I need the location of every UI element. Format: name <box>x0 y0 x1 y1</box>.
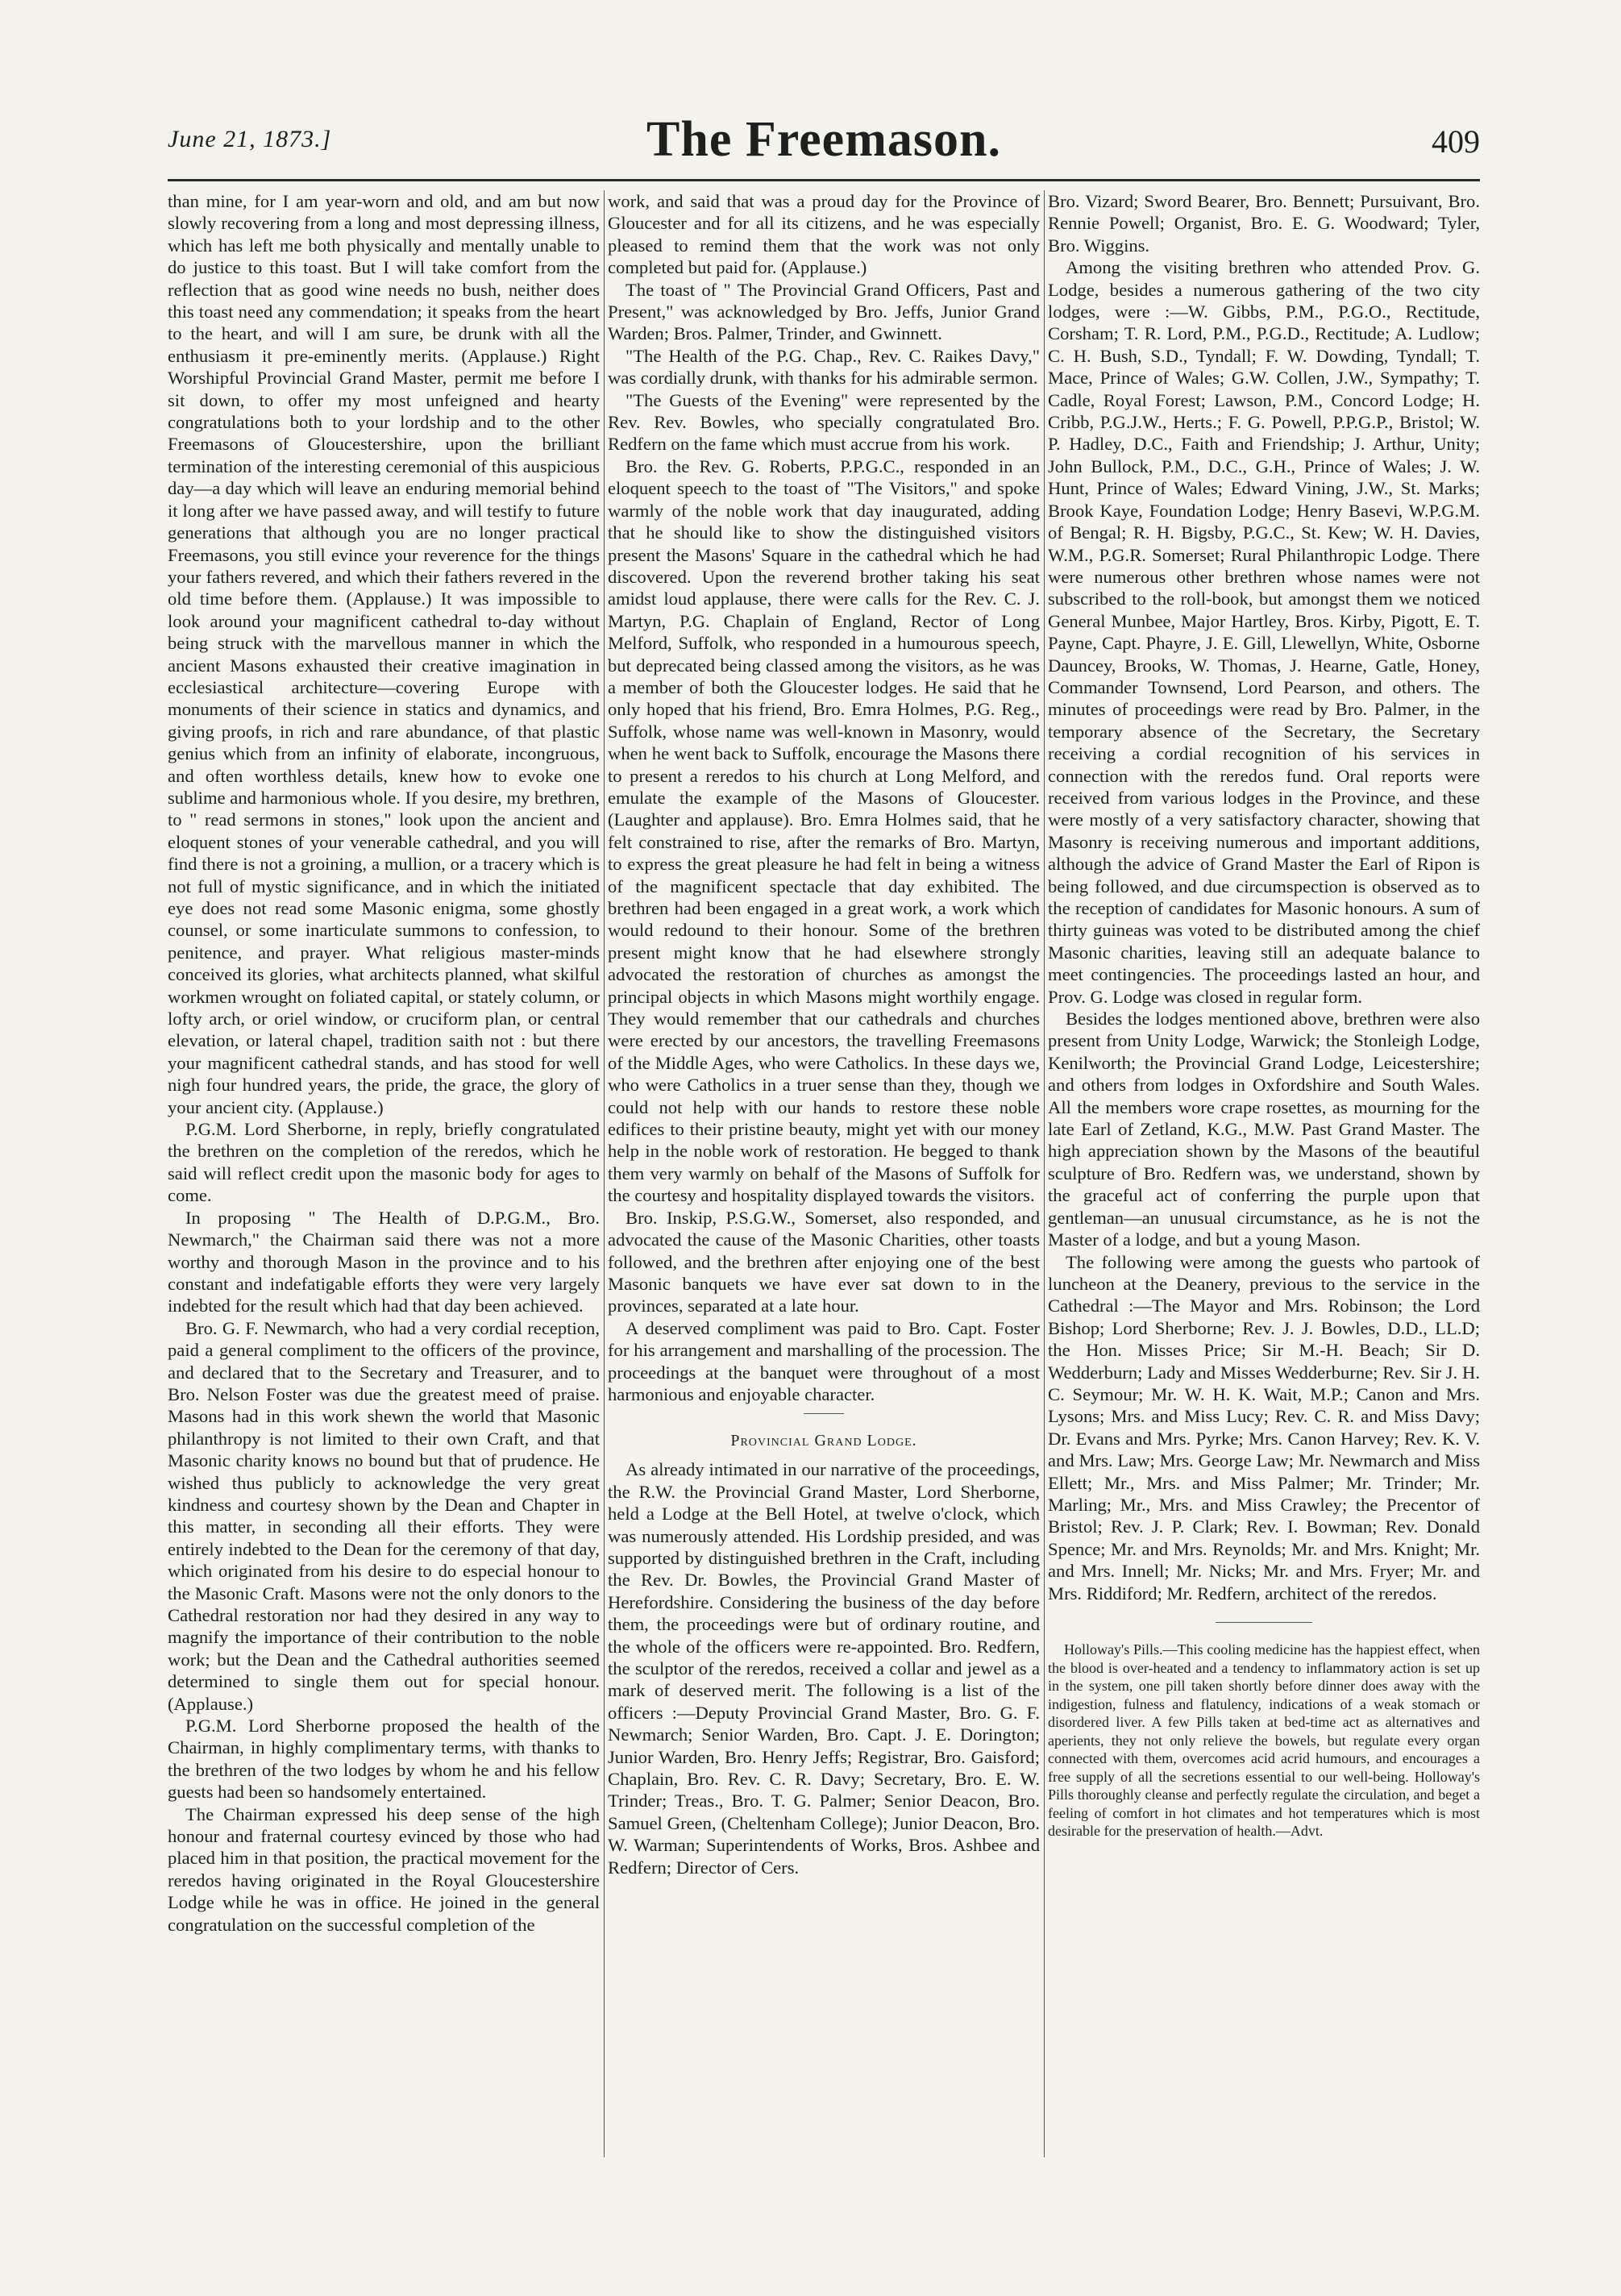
paragraph: The toast of " The Provincial Grand Officers, Past and Present," was acknowledged by Bro. Jeffs, Junior Grand Warden; Bros. Palmer, Trinder, and Gwinnett. <box>608 279 1040 344</box>
header-rule <box>168 179 1480 181</box>
paragraph: "The Health of the P.G. Chap., Rev. C. Raikes Davy," was cordially drunk, with thanks for his admirable sermon. <box>608 345 1040 389</box>
column-3 <box>1048 190 1480 2173</box>
paragraph: In proposing " The Health of D.P.G.M., Bro. Newmarch," the Chairman said there was not a more worthy and thorough Mason in the province and to his constant and indefatigable efforts they were very largely indebted for the result which had that day been achieved. <box>168 1207 600 1316</box>
paragraph: Bro. Vizard; Sword Bearer, Bro. Bennett; Pursuivant, Bro. Rennie Powell; Organist, Bro. E. G. Woodward; Tyler, Bro. Wiggins. <box>1048 191 1480 256</box>
section-heading: Provincial Grand Lodge. <box>730 1432 917 1450</box>
advertisement: Holloway's Pills.—This cooling medicine has the happiest effect, when the blood is over-heated and a tendency to inflammatory action is set up in the system, one pill taken shortly before dinner does away with the indigestion, fulness and flatulency, indications of a weak stomach or disordered liver. A few Pills taken at bed-time act as alternatives and aperients, they not only relieve the bowels, but regulate every organ connected with them, overcomes acid acrid humours, and encourages a free supply of all the secretions essential to our well-being. Holloway's Pills thoroughly cleanse and perfectly regulate the circulation, and beget a feeling of comfort in hot climates and hot temperatures which is most desirable for the preservation of health.—Advt. <box>1048 1641 1480 1839</box>
issue-date: June 21, 1873.] <box>168 126 332 152</box>
column-2 <box>608 190 1040 2173</box>
paragraph: The Chairman expressed his deep sense of the high honour and fraternal courtesy evinced by those who had placed him in that position, the practical movement for the reredos having originated in the Royal Gloucestershire Lodge while he was in office. He joined in the general congratulation on the successful completion of the <box>168 1803 600 1935</box>
paragraph: Bro. G. F. Newmarch, who had a very cordial reception, paid a general compliment to the officers of the province, and declared that to the Secretary and Treasurer, and to Bro. Nelson Foster was due the greatest meed of praise. Masons had in this work shewn the world that Masonic philanthropy is not limited to their own Craft, and that Masonic charity knows no bound but that of prudence. He wished thus publicly to acknowledge the very great kindness and courtesy shown by the Dean and Chapter in this matter, in seconding all their efforts. They were entirely indebted to the Dean for the ceremony of that day, which originated from his desire to do especial honour to the Masonic Craft. Masons were not the only donors to the Cathedral restoration nor had they desired in any way to magnify the importance of their contribution to the noble work; but the Dean and the Cathedral authorities seemed determined to single them out for special honour. (Applause.) <box>168 1317 600 1714</box>
paragraph: Bro. the Rev. G. Roberts, P.P.G.C., responded in an eloquent speech to the toast of "The Visitors," and spoke warmly of the noble work that day inaugurated, adding that he should like to show the distinguished visitors present the Masons' Square in the cathedral which he had discovered. Upon the reverend brother taking his seat amidst loud applause, there were calls for the Rev. C. J. Martyn, P.G. Chaplain of England, Rector of Long Melford, Suffolk, who responded in a humourous speech, but deprecated being classed among the visitors, as he was a member of both the Gloucester lodges. He said that he only hoped that his friend, Bro. Emra Holmes, P.G. Reg., Suffolk, whose name was well-known in Masonry, would when he went back to Suffolk, encourage the Masons there to present a reredos to his church at Long Melford, and emulate the example of the Masons of Gloucester. (Laughter and applause). Bro. Emra Holmes said, that he felt constrained to rise, after the remarks of Bro. Martyn, to express the great pleasure he had felt in being a witness of the magnificent spectacle that day exhibited. The brethren had been engaged in a great work, a work which would redound to their honour. Some of the brethren present might know that he had elsewhere strongly advocated the restoration of churches as amongst the principal objects in which Masons might worthily engage. They would remember that our cathedrals and churches were erected by our ancestors, the travelling Freemasons of the Middle Ages, who were Catholics. In these days we, who were Catholics in a truer sense than they, though we could not help with our hands to restore these noble edifices to their pristine beauty, might yet with our money help in the noble work of restoration. He begged to thank them very warmly on behalf of the Masons of Suffolk for the courtesy and hospitality displayed towards the visitors. <box>608 455 1040 1206</box>
column-divider <box>1044 190 1045 2157</box>
column-1 <box>168 190 600 2173</box>
advert-rule <box>1216 1622 1312 1623</box>
paragraph: Besides the lodges mentioned above, brethren were also present from Unity Lodge, Warwick; the Stonleigh Lodge, Kenilworth; the Provincial Grand Lodge, Leicestershire; and others from lodges in Oxfordshire and South Wales. All the members wore crape rosettes, as mourning for the late Earl of Zetland, K.G., M.W. Past Grand Master. The high appreciation shown by the Masons of the beautiful sculpture of Bro. Redfern was, we understand, shown by the graceful act of conferring the purple upon that gentleman—an unusual circumstance, as he is not the Master of a lodge, and but a young Mason. <box>1048 1009 1480 1250</box>
page-number: 409 <box>1432 123 1480 160</box>
paragraph: work, and said that was a proud day for the Province of Gloucester and for all its citizens, and he was especially pleased to remind them that the work was not only completed but paid for. (Applause.) <box>608 191 1040 278</box>
paragraph: The following were among the guests who partook of luncheon at the Deanery, previous to the service in the Cathedral :—The Mayor and Mrs. Robinson; the Lord Bishop; Lord Sherborne; Rev. J. J. Bowles, D.D., LL.D; the Hon. Misses Price; Sir M.-H. Beach; Sir D. Wedderburn; Lady and Misses Wedderburne; Rev. Sir J. H. C. Seymour; Mr. W. H. K. Wait, M.P.; Canon and Mrs. Lysons; Mrs. and Miss Lucy; Rev. C. R. and Miss Davy; Dr. Evans and Mrs. Pyrke; Mrs. Canon Harvey; Rev. K. V. and Mrs. Law; Mrs. George Law; Mr. Newmarch and Miss Ellett; Mr., Mrs. and Miss Palmer; Mr. Trinder; Mr. Marling; Mr., Mrs. and Miss Crawley; the Precentor of Bristol; Rev. J. P. Clark; Rev. I. Bowman; Rev. Donald Spence; Mr. and Mrs. Reynolds; Mr. and Mrs. Knight; Mr. and Mrs. Innell; Mr. Nicks; Mr. and Mrs. Fryer; Mr. and Mrs. Riddiford; Mr. Redfern, architect of the reredos. <box>1048 1251 1480 1603</box>
masthead-title: The Freemason. <box>646 112 1001 167</box>
paragraph: "The Guests of the Evening" were represented by the Rev. Rev. Bowles, who specially congratulated Bro. Redfern on the fame which must accrue from his work. <box>608 389 1040 455</box>
paragraph: P.G.M. Lord Sherborne proposed the health of the Chairman, in highly complimentary terms, with thanks to the brethren of the two lodges by whom he and his fellow guests had been so handsomely entertained. <box>168 1716 600 1803</box>
paragraph: Bro. Inskip, P.S.G.W., Somerset, also responded, and advocated the cause of the Masonic Charities, other toasts followed, and the brethren after enjoying one of the best Masonic banquets we have ever sat down to in the provinces, separated at a late hour. <box>608 1207 1040 1316</box>
paragraph: A deserved compliment was paid to Bro. Capt. Foster for his arrangement and marshalling of the procession. The proceedings at the banquet were throughout of a most harmonious and enjoyable character. <box>608 1317 1040 1404</box>
section-rule <box>804 1413 844 1414</box>
paragraph: Among the visiting brethren who attended Prov. G. Lodge, besides a numerous gathering of the two city lodges, were :—W. Gibbs, P.M., P.G.O., Rectitude, Corsham; T. R. Lord, P.M., P.G.D., Rectitude; A. Ludlow; C. H. Bush, S.D., Tyndall; F. W. Dowding, Tyndall; T. Mace, Prince of Wales; G.W. Collen, J.W., Sympathy; T. Cadle, Royal Forest; Lawson, P.M., Concord Lodge; H. Cribb, P.G.J.W., Herts.; F. G. Powell, P.P.G.P., Bristol; W. P. Hadley, D.C., Faith and Friendship; J. Arthur, Unity; John Bullock, P.M., D.C., G.H., Prince of Wales; J. W. Hunt, Prince of Wales; Edward Vining, J.W., St. Marks; Brook Kaye, Foundation Lodge; Henry Basevi, W.P.G.M. of Bengal; R. H. Bigsby, P.G.C., St. Kew; W. H. Davies, W.M., P.G.R. Somerset; Rural Philanthropic Lodge. There were numerous other brethren whose names were not subscribed to the roll-book, but amongst them we noticed General Munbee, Major Hartley, Bros. Kirby, Pigott, E. T. Payne, Capt. Phayre, J. E. Gill, Llewellyn, White, Osborne Dauncey, Brooks, W. Thomas, J. Hearne, Gatle, Honey, Commander Townsend, Lord Pearson, and others. The minutes of proceedings were read by Bro. Palmer, in the temporary absence of the Secretary, the Secretary receiving a cordial recognition of his services in connection with the reredos fund. Oral reports were received from various lodges in the Province, and these were mostly of a very satisfactory character, showing that Masonry is receiving numerous and important additions, although the advice of Grand Master the Earl of Ripon is being followed, and due circumspection is observed as to the reception of candidates for Masonic honours. A sum of thirty guineas was voted to be distributed among the chief Masonic charities, leaving still an adequate balance to meet contingencies. The proceedings lasted an hour, and Prov. G. Lodge was closed in regular form. <box>1048 257 1480 1007</box>
paragraph: P.G.M. Lord Sherborne, in reply, briefly congratulated the brethren on the completion of the reredos, which he said will reflect credit upon the masonic body for ages to come. <box>168 1119 600 1206</box>
article-columns <box>168 190 1480 2173</box>
column-divider <box>604 190 605 2157</box>
paragraph: As already intimated in our narrative of the proceedings, the R.W. the Provincial Grand Master, Lord Sherborne, held a Lodge at the Bell Hotel, at twelve o'clock, which was numerously attended. His Lordship presided, and was supported by distinguished brethren in the Craft, including the Rev. Dr. Bowles, the Provincial Grand Master of Herefordshire. Considering the business of the day before them, the proceedings were but of ordinary routine, and the whole of the officers were re-appointed. Bro. Redfern, the sculptor of the reredos, received a collar and jewel as a mark of deserved merit. The following is a list of the officers :—Deputy Provincial Grand Master, Bro. G. F. Newmarch; Senior Warden, Bro. Capt. J. E. Dorington; Junior Warden, Bro. Henry Jeffs; Registrar, Bro. Gaisford; Chaplain, Bro. Rev. C. R. Davy; Secretary, Bro. E. W. Trinder; Treas., Bro. T. G. Palmer; Senior Deacon, Bro. Samuel Green, (Cheltenham College); Junior Deacon, Bro. W. Warman; Superintendents of Works, Bros. Ashbee and Redfern; Director of Cers. <box>608 1459 1040 1878</box>
paragraph: than mine, for I am year-worn and old, and am but now slowly recovering from a long and most depressing illness, which has left me both physically and mentally unable to do justice to this toast. But I will take comfort from the reflection that as good wine needs no bush, neither does this toast need any commendation; it speaks from the heart to the heart, and will I am sure, be drunk with all the enthusiasm it pre-eminently merits. (Applause.) Right Worshipful Provincial Grand Master, permit me before I sit down, to offer my most unfeigned and hearty congratulations both to your lordship and to the other Freemasons of Gloucestershire, upon the brilliant termination of the interesting ceremonial of this auspicious day—a day which will leave an enduring memorial behind it long after we have passed away, and will testify to future generations that although you are no longer practical Freemasons, you still evince your reverence for the things your fathers revered, and which their fathers revered in the old time before them. (Applause.) It was impossible to look around your magnificent cathedral to-day without being struck with the marvellous manner in which the ancient Masons exhausted their creative imagination in ecclesiastical architecture—covering Europe with monuments of their science in statics and dynamics, and giving proofs, in rich and rare abundance, of that plastic genius which from an infinity of elaborate, incongruous, and often worthless details, knew how to evoke one sublime and harmonious whole. If you desire, my brethren, to " read sermons in stones," look upon the ancient and eloquent stones of your venerable cathedral, and you will find there is not a groining, a mullion, or a tracery which is not full of mystic significance, and in which the initiated eye does not read some Masonic enigma, some ghostly counsel, or some inarticulate summons to confession, to penitence, and prayer. What religious master-minds conceived its glories, what architects planned, what skilful workmen wrought on foliated capital, or stately column, or lofty arch, or oriel window, or cruciform plan, or central elevation, or lateral chapel, tradition saith not : but there your magnificent cathedral stands, and has stood for well nigh four hundred years, the pride, the grace, the glory of your ancient city. (Applause.) <box>168 191 600 1117</box>
page-header <box>168 111 1480 184</box>
